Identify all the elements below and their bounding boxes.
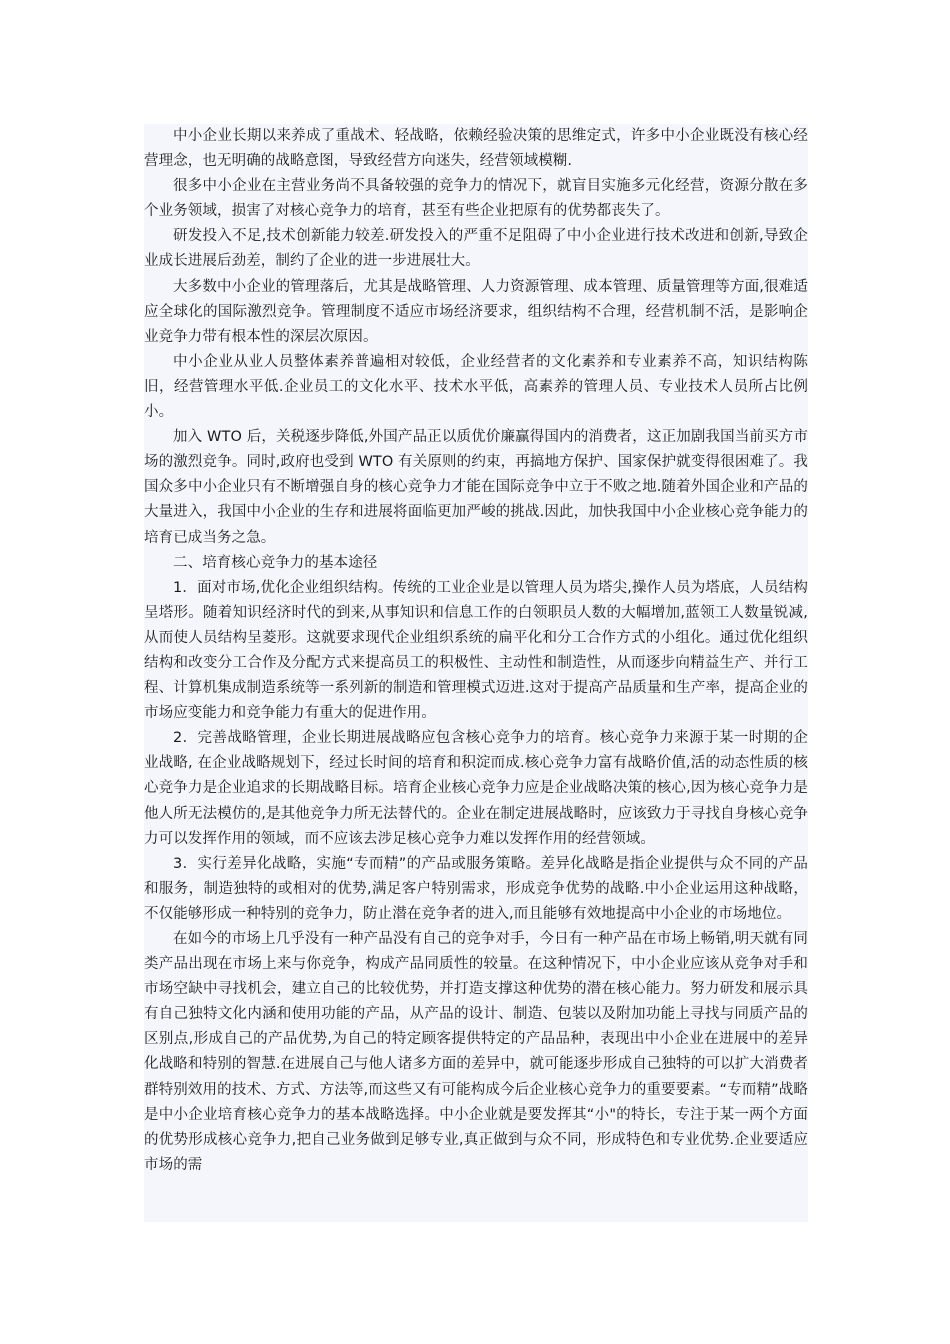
paragraph-item-3: 3．实行差异化战略，实施“专而精”的产品或服务策略。差异化战略是指企业提供与众不同的产品和服务，制造独特的或相对的优势,满足客户特别需求，形成竞争优势的战略.中小企业运用这种战略，不仅能够形成一种特别的竞争力，防止潜在竞争者的进入,而且能够有效地提高中小企业的市场地位。 [144,855,808,922]
paragraph-4: 大多数中小企业的管理落后，尤其是战略管理、人力资源管理、成本管理、质量管理等方面,很难适应全球化的国际激烈竞争。管理制度不适应市场经济要求，组织结构不合理，经营机制不活，是影响企业竞争力带有根本性的深层次原因。 [144,278,808,345]
paragraph-item-1: 1．面对市场,优化企业组织结构。传统的工业企业是以管理人员为塔尖,操作人员为塔底，人员结构呈塔形。随着知识经济时代的到来,从事知识和信息工作的白领职员人数的大幅增加,蓝领工人数量锐减,从而使人员结构呈菱形。这就要求现代企业组织系统的扁平化和分工合作方式的小组化。通过优化组织结构和改变分工合作及分配方式来提高员工的积极性、主动性和制造性，从而逐步向精益生产、并行工程、计算机集成制造系统等一系列新的制造和管理模式迈进.这对于提高产品质量和生产率，提高企业的市场应变能力和竞争能力有重大的促进作用。 [144,579,808,722]
paragraph-6: 加入 WTO 后，关税逐步降低,外国产品正以质优价廉赢得国内的消费者，这正加剧我国当前买方市场的激烈竞争。同时,政府也受到 WTO 有关原则的约束，再搞地方保护、国家保护就变得很困难了。我国众多中小企业只有不断增强自身的核心竞争力才能在国际竞争中立于不败之地.随着外国企业和产品的大量进入，我国中小企业的生存和进展将面临更加严峻的挑战.因此，加快我国中小企业核心竞争能力的培育已成当务之急。 [144,429,808,546]
section-heading: 二、培育核心竞争力的基本途径 [173,554,378,571]
paragraph-item-2: 2．完善战略管理，企业长期进展战略应包含核心竞争力的培育。核心竞争力来源于某一时期的企业战略, 在企业战略规划下，经过长时间的培育和积淀而成.核心竞争力富有战略价值,活的动态性质的核心竞争力是企业追求的长期战略目标。培育企业核心竞争力应是企业战略决策的核心,因为核心竞争力是他人所无法模仿的,是其他竞争力所无法替代的。企业在制定进展战略时，应该致力于寻找自身核心竞争力可以发挥作用的领域，而不应该去涉足核心竞争力难以发挥作用的经营领域。 [144,730,808,847]
paragraph-3: 研发投入不足,技术创新能力较差.研发投入的严重不足阻碍了中小企业进行技术改进和创新,导致企业成长进展后劲差，制约了企业的进一步进展壮大。 [144,228,808,270]
paragraph-2: 很多中小企业在主营业务尚不具备较强的竞争力的情况下，就盲目实施多元化经营，资源分散在多个业务领域，损害了对核心竞争力的培育，甚至有些企业把原有的优势都丧失了。 [144,178,808,220]
paragraph-final: 在如今的市场上几乎没有一种产品没有自己的竞争对手，今日有一种产品在市场上畅销,明天就有同类产品出现在市场上来与你竞争，构成产品同质性的较量。在这种情况下，中小企业应该从竞争对手和市场空缺中寻找机会，建立自己的比较优势，并打造支撑这种优势的潜在核心能力。努力研发和展示具有自己独特文化内涵和使用功能的产品，从产品的设计、制造、包装以及附加功能上寻找与同质产品的区别点,形成自己的产品优势,为自己的特定顾客提供特定的产品品种，表现出中小企业在进展中的差异化战略和特别的智慧.在进展自己与他人诸多方面的差异中，就可能逐步形成自己独特的可以扩大消费者群特别效用的技术、方式、方法等,而这些又有可能构成今后企业核心竞争力的重要要素。“专而精”战略是中小企业培育核心竞争力的基本战略选择。中小企业就是要发挥其“小"的特长，专注于某一两个方面的优势形成核心竞争力,把自己业务做到足够专业,真正做到与众不同，形成特色和专业优势.企业要适应市场的需 [144,931,808,1173]
paragraph-1: 中小企业长期以来养成了重战术、轻战略，依赖经验决策的思维定式，许多中小企业既没有核心经营理念，也无明确的战略意图，导致经营方向迷失，经营领域模糊. [144,128,808,170]
document-body [144,124,808,1222]
paragraph-5: 中小企业从业人员整体素养普遍相对较低，企业经营者的文化素养和专业素养不高，知识结构陈旧，经营管理水平低.企业员工的文化水平、技术水平低，高素养的管理人员、专业技术人员所占比例小。 [144,353,808,421]
